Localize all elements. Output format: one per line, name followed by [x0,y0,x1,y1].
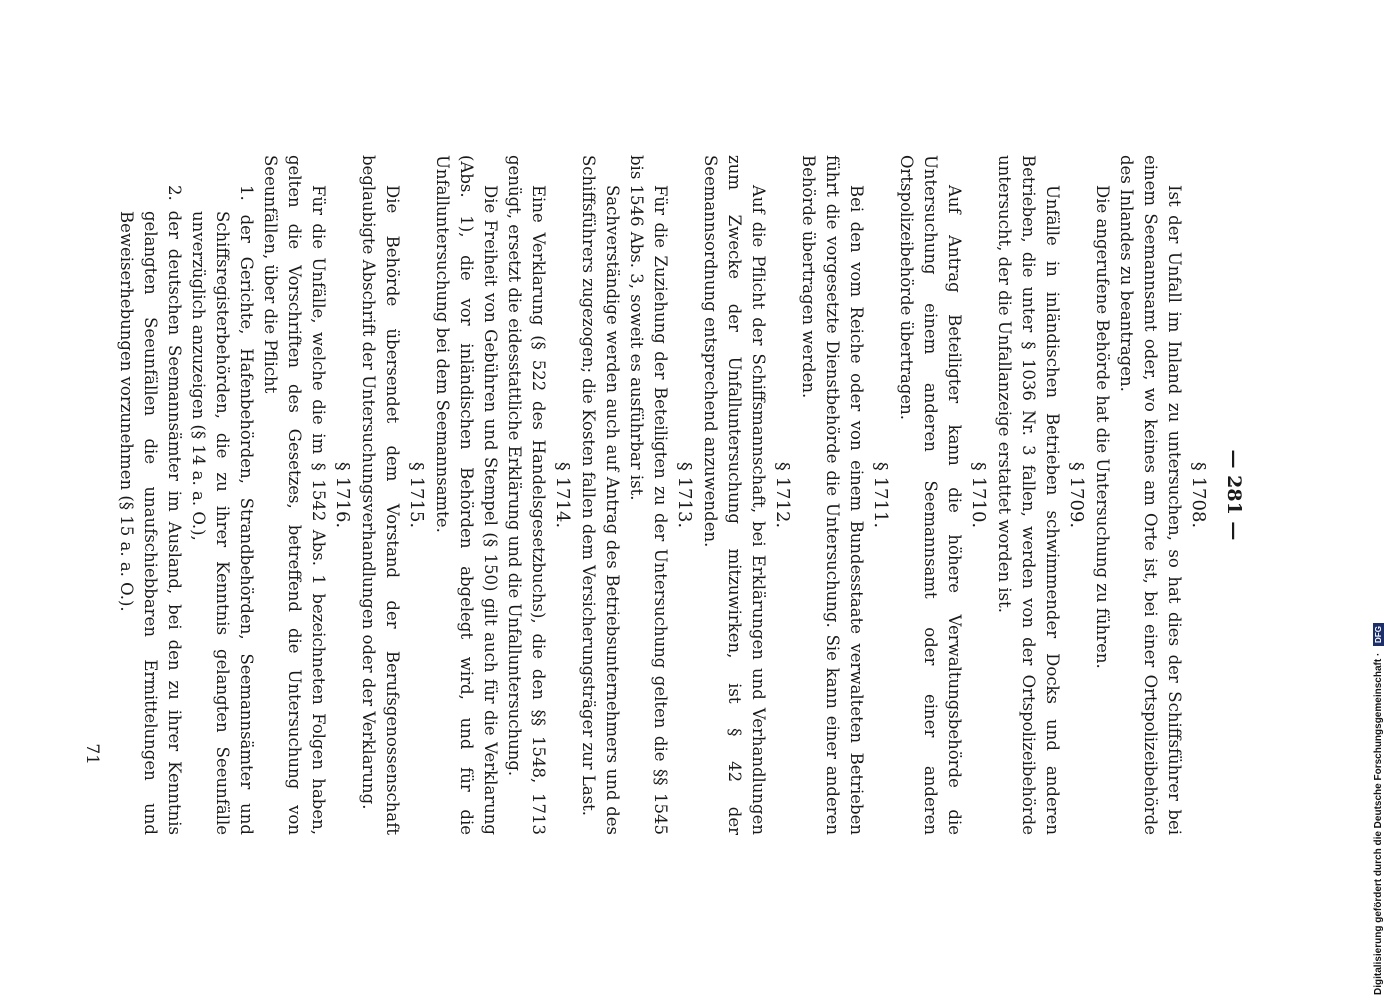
list-item: 1. der Gerichte, Hafenbehörden, Strandbehörden, Seemannsämter und Schiffsregisterbehörden, die zu ihrer Kenntnis gelangten Seeunfälle unverzüglich anzuzeigen (§ 14 a. a. O.), [189,185,256,835]
section-1714 [430,155,574,835]
section-number: § 1716. [332,461,353,529]
section-1710 [894,155,990,835]
section-number: § 1709. [1066,461,1087,529]
section-1712 [698,155,794,835]
paragraph: Auf Antrag Beteiligter kann die höhere Verwaltungsbehörde die Untersuchung einem anderen Seemannsamt oder einer anderen Ortspolizeibehörde übertragen. [897,155,964,835]
paragraph: Eine Verklarung (§ 522 des Handelsgesetzbuchs), die den §§ 1548, 1713 genügt, ersetzt die eidesstattliche Erklärung und die Unfalluntersuchung. [505,155,548,835]
paragraph: Die Freiheit von Gebühren und Stempel (§ 150) gilt auch für die Verklarung (Abs. 1), die vor inländischen Behörden abgelegt wird, und für die Unfalluntersuchung bei dem Seemannsamte. [433,155,500,835]
section-number: § 1708. [1188,461,1209,529]
section-1715 [356,155,428,835]
paragraph: Die Behörde übersendet dem Vorstand der Berufsgenossenschaft beglaubigte Abschrift der Untersuchungsverhandlungen oder der Verklarung. [359,155,402,835]
paragraph: Sachverständige werden auch auf Antrag des Betriebsunternehmers und des Schiffsführers zugezogen; die Kosten fallen dem Versicherungsträger zur Last. [579,155,622,835]
paragraph: Bei den vom Reiche oder von einem Bundesstaate verwalteten Betrieben führt die vorgesetzte Dienstbehörde die Untersuchung. Sie kann einer anderen Behörde übertragen werden. [799,155,866,835]
section-number: § 1715. [406,461,427,529]
rotated-page [82,155,1250,835]
section-number: § 1714. [552,461,573,529]
watermark-text: Digitalisierung gefördert durch die Deutsche Forschungsgemeinschaft [1373,658,1384,995]
section-1711 [796,155,892,835]
paragraph: Für die Unfälle, welche die im § 1542 Abs. 1 bezeichneten Folgen haben, gelten die Vorschriften des Gesetzes, betreffend die Untersuchung von Seeunfällen, über die Pflicht [261,155,328,835]
section-1708 [1090,155,1210,835]
paragraph: Auf die Pflicht der Schiffsmannschaft, bei Erklärungen und Verhandlungen zum Zwecke der Unfalluntersuchung mitzuwirken, ist § 42 der Seemannsordnung entsprechend anzuwenden. [701,155,768,835]
section-number: § 1713. [674,461,695,529]
list-item: 2. der deutschen Seemannsämter im Ausland, bei den zu ihrer Kenntnis gelangten Seeunfällen die unaufschiebbaren Ermittelungen und Beweiserhebungen vorzunehmen (§ 15 a. a. O.). [117,185,184,835]
enumerated-list [114,155,258,835]
section-number: § 1710. [968,461,989,529]
paragraph: Für die Zuziehung der Beteiligten zu der Untersuchung gelten die §§ 1545 bis 1546 Abs. 3, soweit es ausführbar ist. [627,155,670,835]
paragraph: Die angerufene Behörde hat die Untersuchung zu führen. [1093,185,1112,669]
dfg-watermark: Digitalisierung gefördert durch die Deutsche Forschungsgemeinschaft · DFG [1373,623,1384,995]
sheet-number: 71 [82,743,102,765]
section-number: § 1711. [870,461,891,529]
section-1713 [576,155,696,835]
section-1709 [992,155,1088,835]
section-number: § 1712. [772,461,793,529]
section-1716 [114,155,354,835]
paragraph: Unfälle in inländischen Betrieben schwimmender Docks und anderen Betrieben, die unter § 1036 Nr. 3 fallen, werden von der Ortspolizeibehörde untersucht, der die Unfallanzeige erstattet worden ist. [995,155,1062,835]
page-header: — 281 — [1223,449,1245,541]
dfg-logo: DFG [1373,623,1384,646]
paragraph: Ist der Unfall im Inland zu untersuchen, so hat dies der Schiffsführer bei einem Seemannsamt oder, wo keines am Orte ist, bei einer Ortspolizeibehörde des Inlandes zu beantragen. [1117,155,1184,835]
